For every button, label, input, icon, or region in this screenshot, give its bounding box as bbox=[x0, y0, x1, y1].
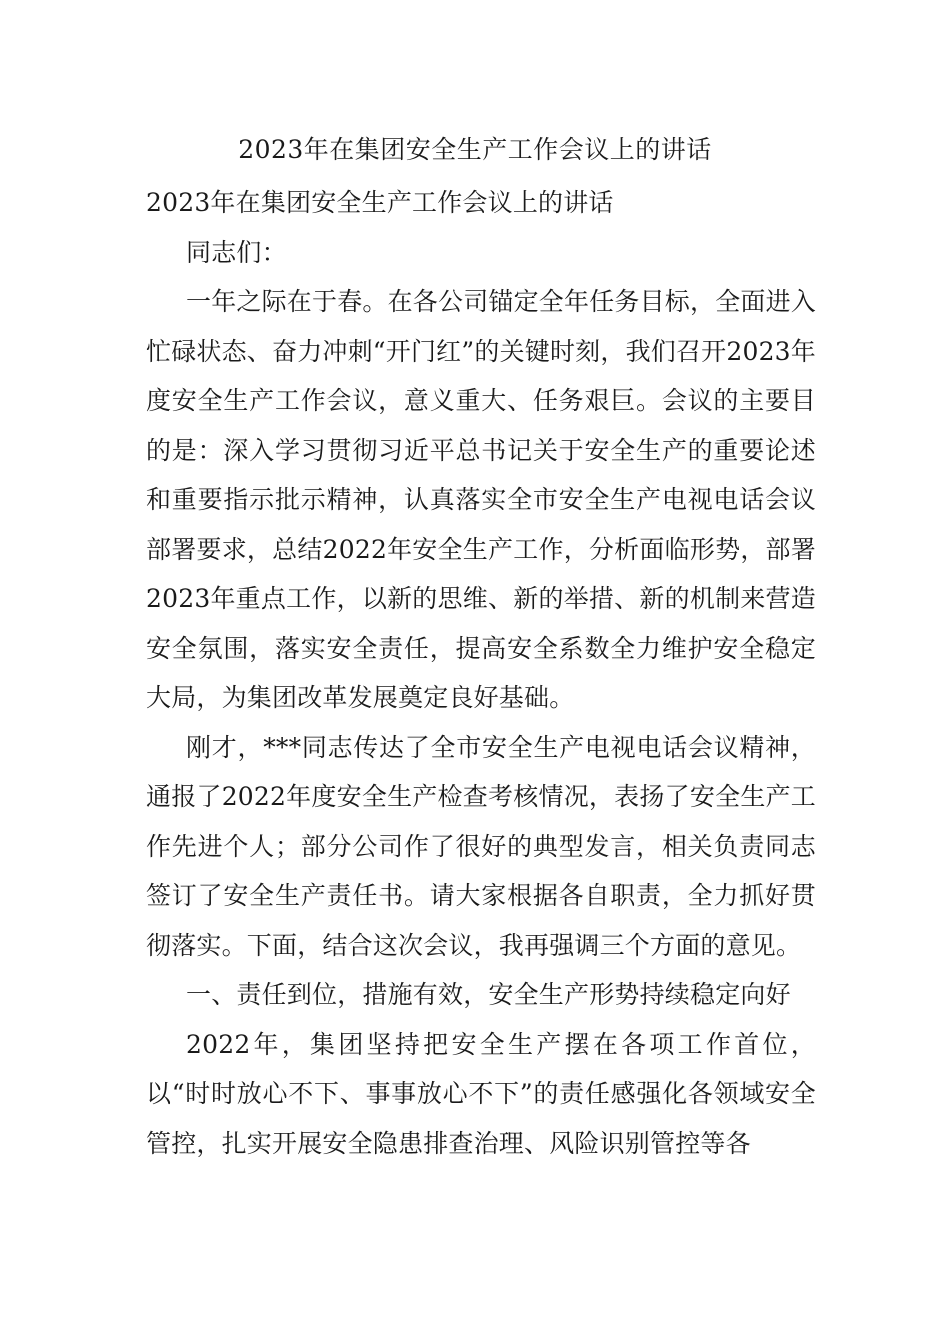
section-paragraph: 2022年，集团坚持把安全生产摆在各项工作首位，以“时时放心不下、事事放心不下”的责任感强化各领域安全管控，扎实开展安全隐患排查治理、风险识别管控等各 bbox=[146, 1029, 816, 1158]
document-body bbox=[146, 178, 816, 1168]
paragraph-2: 刚才，***同志传达了全市安全生产电视电话会议精神，通报了2022年度安全生产检查考核情况，表扬了安全生产工作先进个人；部分公司作了很好的典型发言，相关负责同志签订了安全生产责任书。请大家根据各自职责，全力抓好贯彻落实。下面，结合这次会议，我再强调三个方面的意见。 bbox=[146, 732, 816, 960]
section-heading: 一、责任到位，措施有效，安全生产形势持续稳定向好 bbox=[186, 980, 791, 1009]
document-subtitle: 2023年在集团安全生产工作会议上的讲话 bbox=[146, 188, 614, 217]
paragraph-1: 一年之际在于春。在各公司锚定全年任务目标，全面进入忙碌状态、奋力冲刺“开门红”的关键时刻，我们召开2023年度安全生产工作会议，意义重大、任务艰巨。会议的主要目的是：深入学习贯彻习近平总书记关于安全生产的重要论述和重要指示批示精神，认真落实全市安全生产电视电话会议部署要求，总结2022年安全生产工作，分析面临形势，部署2023年重点工作，以新的思维、新的举措、新的机制来营造安全氛围，落实安全责任，提高安全系数全力维护安全稳定大局，为集团改革发展奠定良好基础。 bbox=[146, 287, 817, 712]
salutation: 同志们： bbox=[186, 237, 287, 267]
document-title: 2023年在集团安全生产工作会议上的讲话 bbox=[238, 135, 712, 164]
